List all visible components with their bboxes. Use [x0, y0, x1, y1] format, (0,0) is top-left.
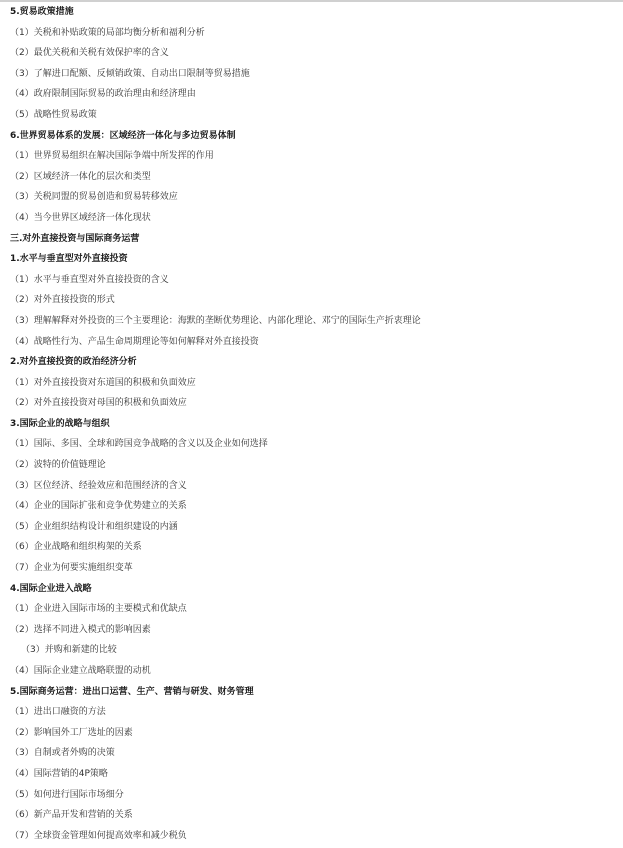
outline-item: （2）影响国外工厂选址的因素: [10, 727, 133, 738]
outline-item: （5）如何进行国际市场细分: [10, 789, 124, 800]
outline-item: （1）对外直接投资对东道国的积极和负面效应: [10, 377, 196, 388]
outline-item: （3）自制或者外购的决策: [10, 748, 115, 759]
outline-item: （4）国际企业建立战略联盟的动机: [10, 666, 151, 676]
outline-item: （4）政府限制国际贸易的政治理由和经济理由: [10, 89, 196, 100]
section-heading: 1.水平与垂直型对外直接投资: [10, 254, 128, 265]
outline-item: （3）区位经济、经验效应和范围经济的含义: [10, 480, 187, 491]
outline-item: （2）对外直接投资对母国的积极和负面效应: [10, 398, 187, 409]
outline-item: （7）企业为何要实施组织变革: [10, 563, 133, 574]
outline-item: （2）最优关税和关税有效保护率的含义: [10, 48, 169, 59]
outline-item: （3）关税同盟的贸易创造和贸易转移效应: [10, 192, 178, 203]
outline-item: （1）企业进入国际市场的主要模式和优缺点: [10, 604, 187, 615]
outline-item: （7）全球资金管理如何提高效率和减少税负: [10, 830, 187, 841]
outline-item: （2）区域经济一体化的层次和类型: [10, 171, 151, 182]
outline-item: （1）进出口融资的方法: [10, 707, 106, 718]
outline-item: （6）企业战略和组织构架的关系: [10, 542, 142, 553]
section-heading: 2.对外直接投资的政治经济分析: [10, 357, 137, 368]
outline-item: （4）战略性行为、产品生命周期理论等如何解释对外直接投资: [10, 336, 259, 347]
outline-item: （3）理解解释对外投资的三个主要理论：海默的垄断优势理论、内部化理论、邓宁的国际生产折衷理论: [10, 315, 421, 326]
outline-item: （2）对外直接投资的形式: [10, 295, 115, 306]
outline-item: （5）战略性贸易政策: [10, 109, 97, 120]
section-heading: 4.国际企业进入战略: [10, 583, 92, 594]
section-heading: 6.世界贸易体系的发展：区域经济一体化与多边贸易体制: [10, 130, 236, 141]
outline-item: （4）国际营销的4P策略: [10, 768, 108, 779]
outline-item: （5）企业组织结构设计和组织建设的内涵: [10, 521, 178, 532]
section-heading: 5.贸易政策措施: [10, 7, 74, 17]
outline-item: （3）并购和新建的比较: [21, 645, 117, 656]
outline-item: （2）选择不同进入模式的影响因素: [10, 624, 151, 635]
section-heading: 5.国际商务运营：进出口运营、生产、营销与研发、财务管理: [10, 686, 254, 697]
section-heading: 3.国际企业的战略与组织: [10, 418, 110, 429]
outline-item: （4）当今世界区域经济一体化现状: [10, 212, 151, 223]
outline-item: （6）新产品开发和营销的关系: [10, 810, 133, 821]
outline-item: （1）国际、多国、全球和跨国竞争战略的含义以及企业如何选择: [10, 439, 268, 450]
outline-item: （2）波特的价值链理论: [10, 460, 106, 471]
outline-item: （3）了解进口配额、反倾销政策、自动出口限制等贸易措施: [10, 68, 250, 79]
outline-item: （4）企业的国际扩张和竞争优势建立的关系: [10, 501, 187, 512]
section-heading: 三.对外直接投资与国际商务运营: [10, 233, 140, 244]
syllabus-outline: [10, 2, 620, 846]
outline-item: （1）水平与垂直型对外直接投资的含义: [10, 274, 169, 285]
outline-item: （1）关税和补贴政策的局部均衡分析和福利分析: [10, 27, 205, 38]
outline-item: （1）世界贸易组织在解决国际争端中所发挥的作用: [10, 151, 214, 162]
